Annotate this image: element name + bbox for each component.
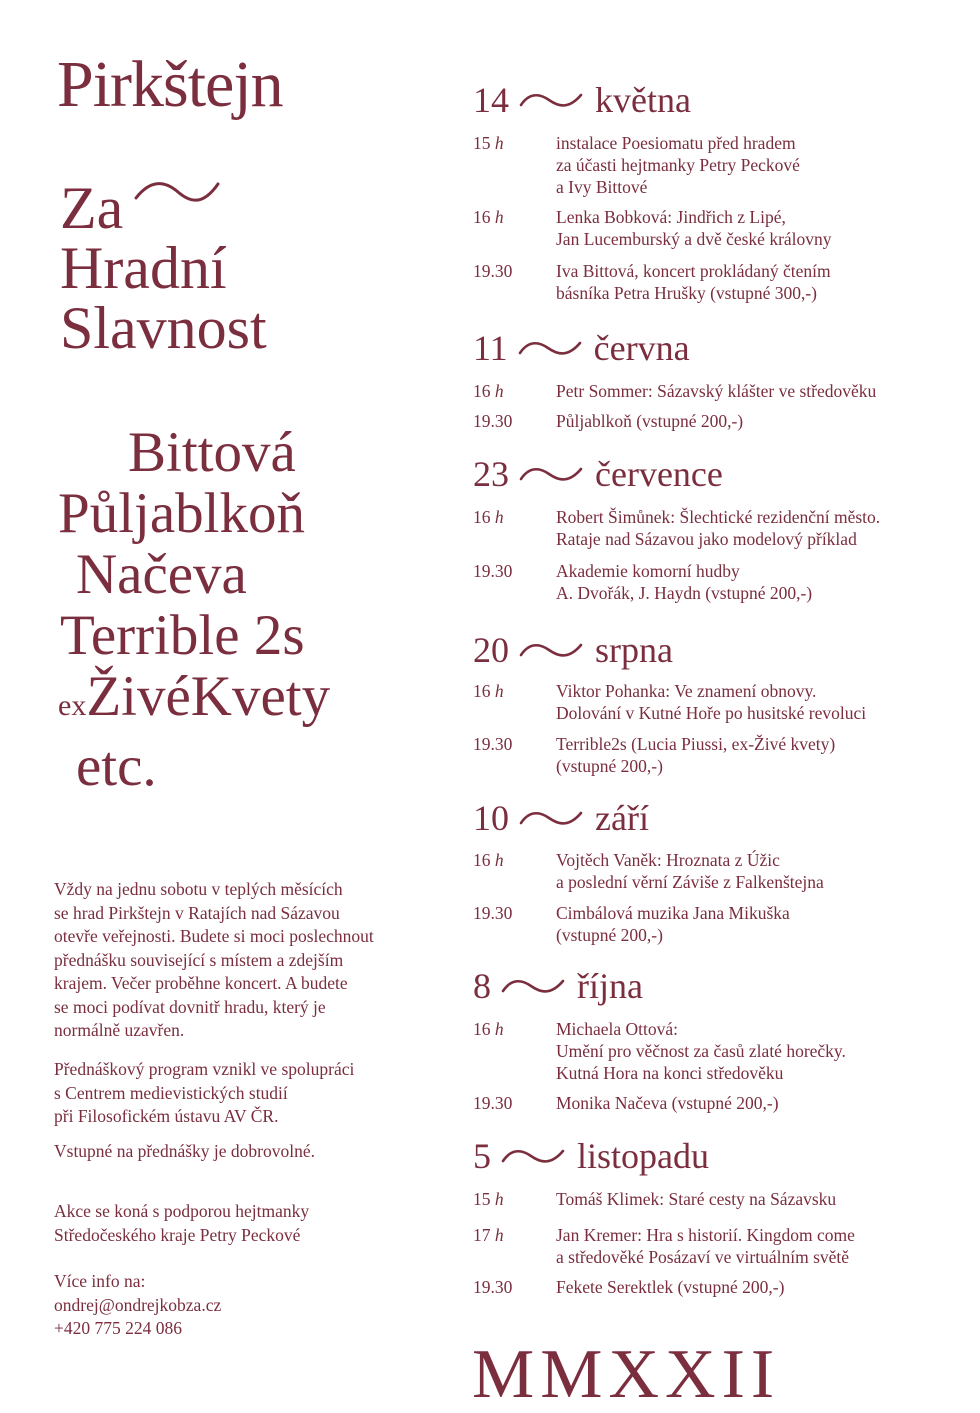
event-description [556, 1188, 943, 1210]
event-line: Jan Kremer: Hra s historií. Kingdom come [556, 1225, 855, 1245]
contact-info [54, 1270, 424, 1341]
cooperation-text [54, 1058, 424, 1129]
event-time-value: 16 [473, 381, 491, 401]
event-description [556, 380, 943, 402]
event-line: (vstupné 200,-) [556, 925, 663, 945]
event-time-value: 19.30 [473, 734, 513, 754]
event-time-value: 19.30 [473, 261, 513, 281]
event-time-unit: h [494, 1225, 504, 1245]
event-time-value: 19.30 [473, 411, 513, 431]
text-line: s Centrem medievistických studií [54, 1082, 288, 1103]
event-time-value: 16 [473, 207, 491, 227]
event-time-value: 17 [473, 1225, 491, 1245]
event-line: A. Dvořák, J. Haydn (vstupné 200,-) [556, 583, 813, 603]
program-event [473, 410, 943, 432]
event-time [473, 849, 556, 893]
event-time-value: 19.30 [473, 903, 513, 923]
support-text [54, 1200, 424, 1247]
swash-ornament-icon [519, 807, 583, 829]
event-line: (vstupné 200,-) [556, 756, 663, 776]
event-time [473, 206, 556, 250]
artist-name: Bittová [128, 421, 296, 484]
event-line: Robert Šimůnek: Šlechtické rezidenční město. [556, 507, 881, 527]
event-time [473, 1188, 556, 1210]
program-event [473, 132, 943, 198]
event-time [473, 380, 556, 402]
date-month: srpna [595, 630, 673, 670]
event-line: a středověké Posázaví ve virtuálním světě [556, 1247, 850, 1267]
contact-label: Více info na: [54, 1271, 146, 1291]
program-event [473, 560, 943, 604]
event-time-unit: h [494, 207, 504, 227]
event-time [473, 560, 556, 604]
swash-ornament-icon [519, 463, 583, 485]
text-line: při Filosofickém ústavu AV ČR. [54, 1106, 279, 1126]
entry-note: Vstupné na přednášky je dobrovolné. [54, 1141, 315, 1161]
text-line: Středočeského kraje Petry Peckové [54, 1224, 301, 1245]
event-line: a Ivy Bittové [556, 177, 648, 197]
date-month: listopadu [577, 1136, 709, 1176]
event-description [556, 206, 943, 250]
event-description [556, 1018, 943, 1084]
event-line: Cimbálová muzika Jana Mikuška [556, 903, 790, 923]
artist-name-row [58, 666, 330, 736]
artist-name: ŽivéKvety [86, 665, 331, 728]
program-event [473, 1276, 943, 1298]
program-event [473, 1018, 943, 1084]
event-line: básníka Petra Hrušky (vstupné 300,-) [556, 283, 817, 303]
event-time-value: 19.30 [473, 1093, 513, 1113]
event-time-unit: h [494, 681, 504, 701]
event-line: Dolování v Kutné Hoře po husitské revoluci [556, 703, 867, 723]
event-line: Umění pro věčnost za časů zlaté horečky. [556, 1041, 846, 1061]
artist-name: Terrible 2s [60, 604, 305, 667]
text-line: se hrad Pirkštejn v Ratajích nad Sázavou [54, 902, 340, 923]
date-heading [473, 1136, 709, 1176]
event-time [473, 902, 556, 946]
event-description [556, 1224, 943, 1268]
event-description [556, 680, 943, 724]
email-link[interactable]: ondrej@ondrejkobza.cz [54, 1294, 222, 1315]
program-event [473, 506, 943, 550]
event-time-value: 16 [473, 850, 491, 870]
subtitle-line: Za [60, 175, 124, 241]
event-line: Vojtěch Vaněk: Hroznata z Úžic [556, 850, 780, 870]
event-line: Terrible2s (Lucia Piussi, ex-Živé kvety) [556, 734, 836, 754]
program-event [473, 733, 943, 777]
event-time-unit: h [494, 1189, 504, 1209]
event-description [556, 1276, 943, 1298]
event-time [473, 132, 556, 198]
event-time [473, 260, 556, 304]
event-time [473, 1224, 556, 1268]
text-line: Akce se koná s podporou hejtmanky [54, 1201, 310, 1221]
event-description [556, 902, 943, 946]
event-line: Tomáš Klimek: Staré cesty na Sázavsku [556, 1189, 837, 1209]
event-time-value: 19.30 [473, 561, 513, 581]
program-event [473, 380, 943, 402]
program-event [473, 1224, 943, 1268]
event-line: Petr Sommer: Sázavský klášter ve středověku [556, 381, 877, 401]
event-time-unit: h [494, 133, 504, 153]
event-time [473, 680, 556, 724]
artist-name: etc. [76, 735, 157, 798]
swash-ornament-icon [519, 639, 583, 661]
event-line: Rataje nad Sázavou jako modelový příklad [556, 529, 857, 549]
event-line: Iva Bittová, koncert prokládaný čtením [556, 261, 831, 281]
text-line: normálně uzavřen. [54, 1020, 185, 1040]
program-event [473, 1188, 943, 1210]
event-time-unit: h [494, 507, 504, 527]
text-line: otevře veřejnosti. Budete si moci poslechnout [54, 926, 374, 946]
event-line: Monika Načeva (vstupné 200,-) [556, 1093, 779, 1113]
event-line: Kutná Hora na konci středověku [556, 1063, 784, 1083]
event-line: Akademie komorní hudby [556, 561, 740, 581]
event-description [556, 849, 943, 893]
artist-name: Půljablkoň [58, 482, 306, 545]
event-line: Viktor Pohanka: Ve znamení obnovy. [556, 681, 817, 701]
event-description [556, 260, 943, 304]
text-line: Vždy na jednu sobotu v teplých měsících [54, 879, 343, 899]
date-heading [473, 630, 673, 670]
date-heading [473, 966, 643, 1006]
date-heading [473, 454, 723, 494]
swash-ornament-icon [519, 89, 583, 111]
artist-prefix: ex [58, 689, 87, 722]
event-time [473, 1092, 556, 1114]
page-title: Pirkštejn [57, 48, 283, 121]
date-month: května [595, 80, 691, 120]
event-line: Lenka Bobková: Jindřich z Lipé, [556, 207, 786, 227]
text-line: Přednáškový program vznikl ve spolupráci [54, 1059, 355, 1079]
program-event [473, 1092, 943, 1114]
program-event [473, 902, 943, 946]
event-time [473, 1276, 556, 1298]
year-roman: MMXXII [472, 1336, 781, 1413]
event-time-value: 15 [473, 1189, 491, 1209]
event-time-value: 19.30 [473, 1277, 513, 1297]
phone-number[interactable]: +420 775 224 086 [54, 1318, 182, 1338]
program-event [473, 206, 943, 250]
swash-ornament-icon [518, 337, 582, 359]
date-day: 20 [473, 630, 509, 670]
event-time [473, 410, 556, 432]
event-line: Michaela Ottová: [556, 1019, 678, 1039]
date-day: 11 [473, 328, 508, 368]
event-description [556, 410, 943, 432]
event-time-value: 16 [473, 1019, 491, 1039]
program-event [473, 680, 943, 724]
event-line: instalace Poesiomatu před hradem [556, 133, 796, 153]
event-time-value: 16 [473, 681, 491, 701]
date-month: června [593, 328, 690, 368]
date-day: 14 [473, 80, 509, 120]
text-line: krajem. Večer proběhne koncert. A budete [54, 973, 348, 993]
event-description [556, 1092, 943, 1114]
event-time [473, 733, 556, 777]
swash-ornament-icon [501, 975, 565, 997]
date-day: 10 [473, 798, 509, 838]
date-month: října [577, 966, 643, 1006]
program-event [473, 260, 943, 304]
text-line: se moci podívat dovnitř hradu, který je [54, 996, 326, 1017]
event-line: a poslední věrní Záviše z Falkenštejna [556, 872, 824, 892]
date-heading [473, 328, 690, 368]
text-line: přednášku související s místem a zdejším [54, 949, 344, 970]
event-line: Půljablkoň (vstupné 200,-) [556, 411, 744, 431]
date-day: 8 [473, 966, 491, 1006]
program-event [473, 849, 943, 893]
subtitle-line: Hradní [60, 235, 227, 301]
event-time-value: 16 [473, 507, 491, 527]
event-description [556, 733, 943, 777]
artist-list [58, 422, 330, 797]
event-time-unit: h [494, 381, 504, 401]
event-line: Fekete Serektlek (vstupné 200,-) [556, 1277, 785, 1297]
artist-name: Načeva [76, 543, 247, 606]
event-description [556, 560, 943, 604]
date-month: září [595, 798, 649, 838]
intro-text [54, 878, 424, 1043]
date-day: 23 [473, 454, 509, 494]
event-description [556, 132, 943, 198]
event-line: Jan Lucemburský a dvě české královny [556, 229, 832, 249]
swash-ornament-icon [501, 1145, 565, 1167]
date-heading [473, 798, 649, 838]
date-day: 5 [473, 1136, 491, 1176]
subtitle-line: Slavnost [60, 295, 267, 361]
event-line: za účasti hejtmanky Petry Peckové [556, 155, 800, 175]
date-heading [473, 80, 691, 120]
event-time-value: 15 [473, 133, 491, 153]
event-time-unit: h [494, 850, 504, 870]
event-time [473, 1018, 556, 1084]
date-month: července [595, 454, 723, 494]
event-time [473, 506, 556, 550]
event-time-unit: h [494, 1019, 504, 1039]
event-subtitle [60, 175, 267, 361]
event-description [556, 506, 943, 550]
